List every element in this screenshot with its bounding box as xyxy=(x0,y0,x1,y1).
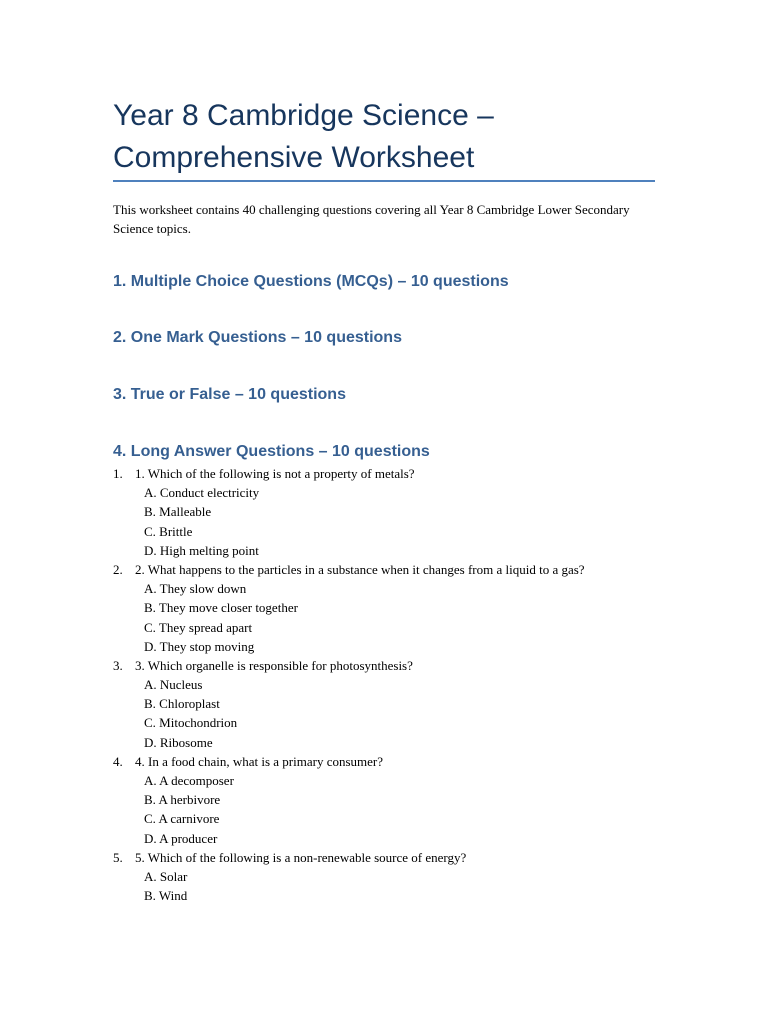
document-title: Year 8 Cambridge Science – Comprehensive Worksheet xyxy=(113,99,494,174)
answer-option: C. A carnivore xyxy=(144,811,220,827)
question-text: 4. In a food chain, what is a primary consumer? xyxy=(135,753,384,769)
answer-option: A. A decomposer xyxy=(144,773,234,788)
question-item xyxy=(113,560,673,656)
question-line xyxy=(113,848,673,867)
question-line xyxy=(113,752,673,771)
section-heading-true-false: 3. True or False – 10 questions xyxy=(113,386,346,403)
question-line xyxy=(113,464,673,483)
title-divider xyxy=(113,180,655,182)
answer-option: B. Wind xyxy=(144,888,188,904)
answer-option: A. Conduct electricity xyxy=(144,485,260,501)
answer-option: D. High melting point xyxy=(144,542,259,558)
answer-option: D. Ribosome xyxy=(144,734,213,750)
question-number: 5. xyxy=(113,849,123,865)
answer-option: B. A herbivore xyxy=(144,792,221,808)
question-number: 2. xyxy=(113,561,123,577)
intro-paragraph: This worksheet contains 40 challenging questions covering all Year 8 Cambridge Lower Secondary Science topics. xyxy=(113,202,630,236)
section-heading-one-mark: 2. One Mark Questions – 10 questions xyxy=(113,329,402,346)
answer-option: C. They spread apart xyxy=(144,619,253,635)
question-text: 5. Which of the following is a non-renewable source of energy? xyxy=(135,849,467,865)
section-heading-long-answer: 4. Long Answer Questions – 10 questions xyxy=(113,443,430,460)
question-item xyxy=(113,848,673,906)
question-number: 4. xyxy=(113,753,123,769)
question-text: 3. Which organelle is responsible for photosynthesis? xyxy=(135,657,413,673)
question-line xyxy=(113,560,673,579)
answer-option: B. Chloroplast xyxy=(144,696,220,712)
answer-option: A. They slow down xyxy=(144,581,247,597)
question-text: 1. Which of the following is not a property of metals? xyxy=(135,466,415,481)
answer-option: C. Mitochondrion xyxy=(144,715,238,731)
question-text: 2. What happens to the particles in a substance when it changes from a liquid to a gas? xyxy=(135,561,585,577)
answer-option: A. Solar xyxy=(144,868,188,884)
question-item xyxy=(113,464,673,560)
question-number: 3. xyxy=(113,657,123,673)
answer-option: B. They move closer together xyxy=(144,600,298,616)
answer-option: A. Nucleus xyxy=(144,677,203,693)
answer-option: C. Brittle xyxy=(144,523,193,539)
question-item xyxy=(113,752,673,848)
question-item xyxy=(113,656,673,752)
answer-option: D. They stop moving xyxy=(144,638,255,654)
question-list xyxy=(113,464,673,905)
question-number: 1. xyxy=(113,466,123,481)
question-line xyxy=(113,656,673,675)
answer-option: B. Malleable xyxy=(144,504,212,520)
section-heading-mcq: 1. Multiple Choice Questions (MCQs) – 10 questions xyxy=(113,273,509,290)
answer-option: D. A producer xyxy=(144,830,218,846)
